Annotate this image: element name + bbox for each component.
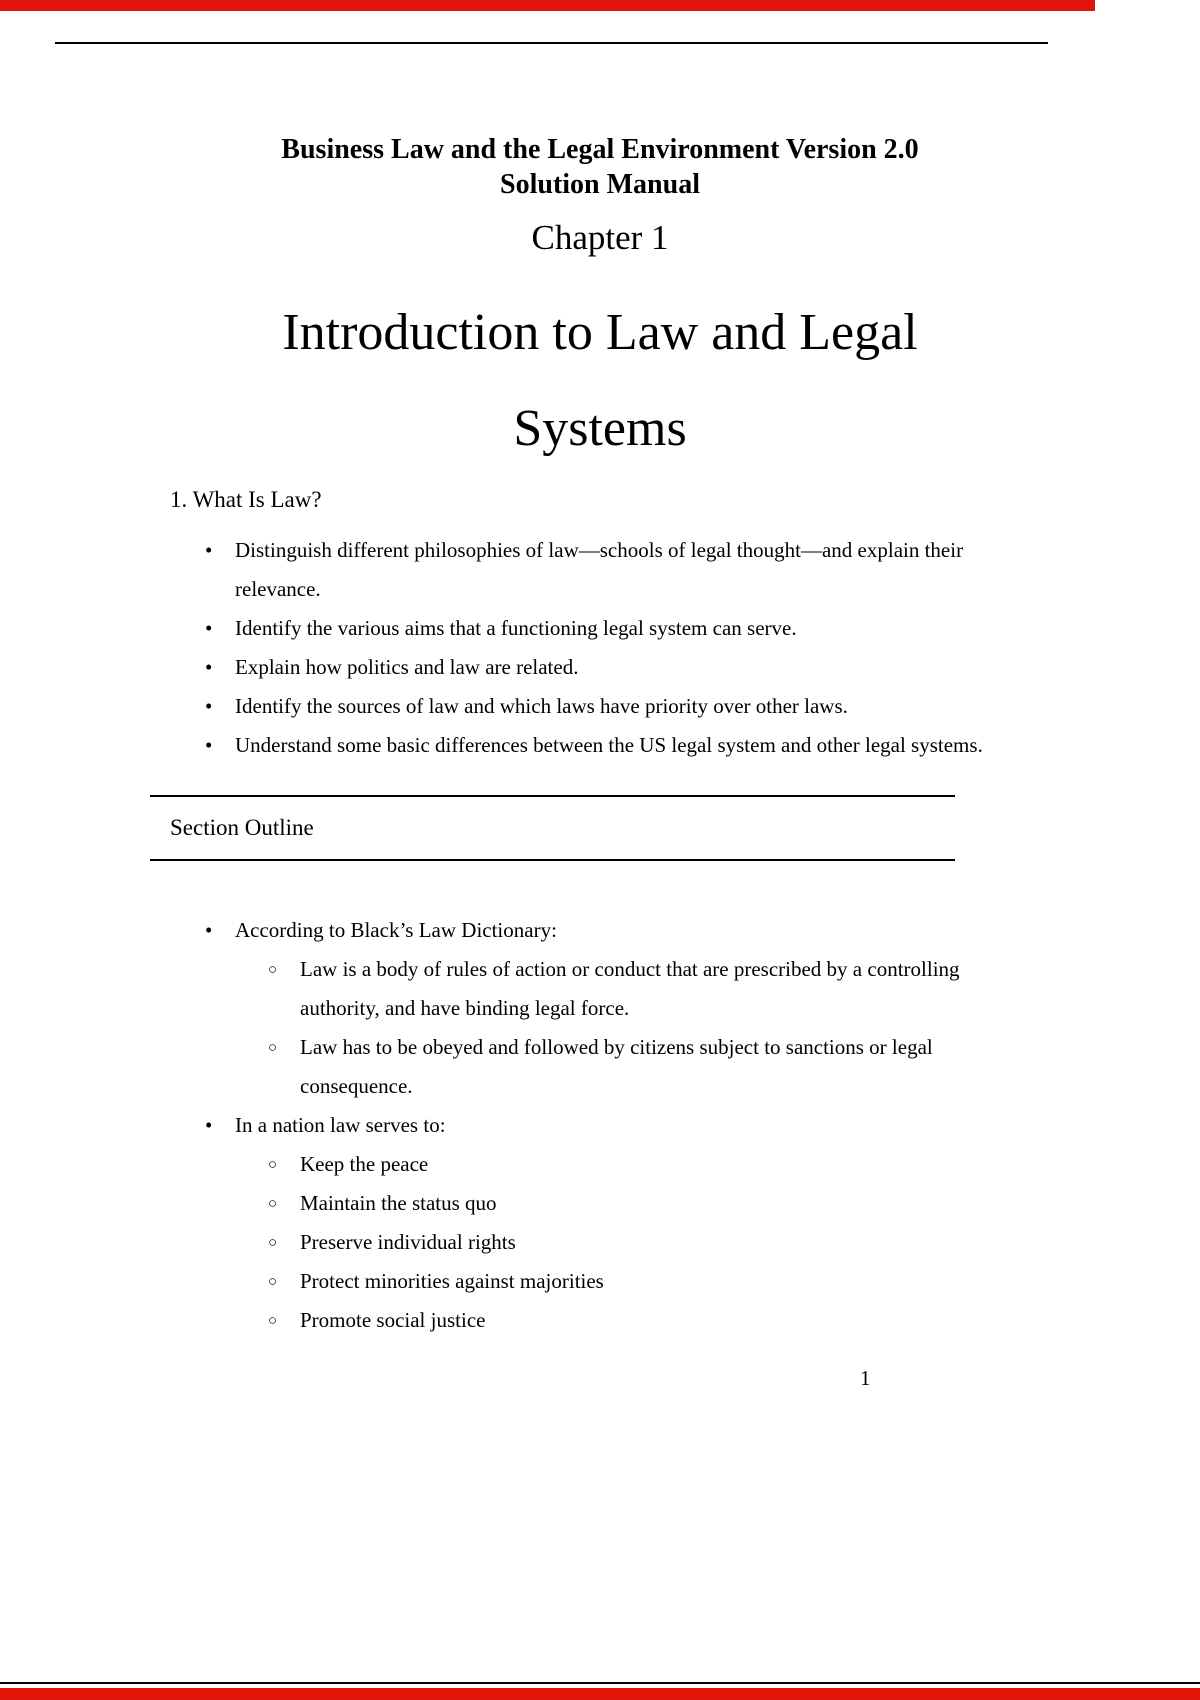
outline-sub-text: Keep the peace <box>300 1152 429 1176</box>
document-title <box>60 132 1140 202</box>
list-item <box>60 911 1140 1106</box>
outline-sub-text: Promote social justice <box>300 1308 486 1332</box>
outline-item-label: In a nation law serves to: <box>235 1113 446 1137</box>
outline-list <box>60 911 1140 1340</box>
section-outline-rule-bottom <box>150 859 955 861</box>
main-title-line1: Introduction to Law and Legal <box>282 304 918 361</box>
list-item <box>235 1262 1140 1301</box>
list-item <box>60 609 1140 648</box>
outline-sub-text: Maintain the status quo <box>300 1191 497 1215</box>
list-item <box>60 687 1140 726</box>
bottom-red-bar <box>0 1688 1200 1700</box>
objective-text: Distinguish different philosophies of law—schools of legal thought—and explain their relevance. <box>235 538 964 601</box>
main-title-line2: Systems <box>513 400 687 457</box>
objective-text: Identify the sources of law and which laws have priority over other laws. <box>235 694 848 718</box>
outline-sublist <box>235 950 1140 1106</box>
document-title-line2: Solution Manual <box>500 169 700 200</box>
section-heading: 1. What Is Law? <box>170 487 322 512</box>
page-content <box>0 132 1200 1392</box>
objectives-list <box>60 531 1140 765</box>
list-item <box>60 531 1140 609</box>
list-item <box>235 950 1140 1028</box>
chapter-heading: Chapter 1 <box>531 218 669 257</box>
list-item <box>235 1145 1140 1184</box>
outline-sub-text: Preserve individual rights <box>300 1230 516 1254</box>
section-outline-heading: Section Outline <box>170 815 314 840</box>
list-item <box>235 1028 1140 1106</box>
main-title <box>60 285 1140 477</box>
outline-sub-text: Law has to be obeyed and followed by citizens subject to sanctions or legal consequence. <box>300 1035 933 1098</box>
bottom-rule <box>0 1682 1200 1684</box>
objective-text: Explain how politics and law are related. <box>235 655 579 679</box>
objective-text: Identify the various aims that a functioning legal system can serve. <box>235 616 797 640</box>
outline-sublist <box>235 1145 1140 1340</box>
list-item <box>235 1223 1140 1262</box>
page-number: 1 <box>860 1366 871 1390</box>
list-item <box>235 1301 1140 1340</box>
outline-item-label: According to Black’s Law Dictionary: <box>235 918 557 942</box>
section-outline-band <box>60 795 1140 861</box>
outline-sub-text: Protect minorities against majorities <box>300 1269 604 1293</box>
top-red-bar <box>0 0 1095 11</box>
objective-text: Understand some basic differences between the US legal system and other legal systems. <box>235 733 983 757</box>
list-item <box>60 648 1140 687</box>
list-item <box>235 1184 1140 1223</box>
top-rule <box>55 42 1048 44</box>
list-item <box>60 726 1140 765</box>
document-title-line1: Business Law and the Legal Environment Version 2.0 <box>281 134 919 165</box>
list-item <box>60 1106 1140 1340</box>
outline-sub-text: Law is a body of rules of action or conduct that are prescribed by a controlling authority, and have binding legal force. <box>300 957 960 1020</box>
